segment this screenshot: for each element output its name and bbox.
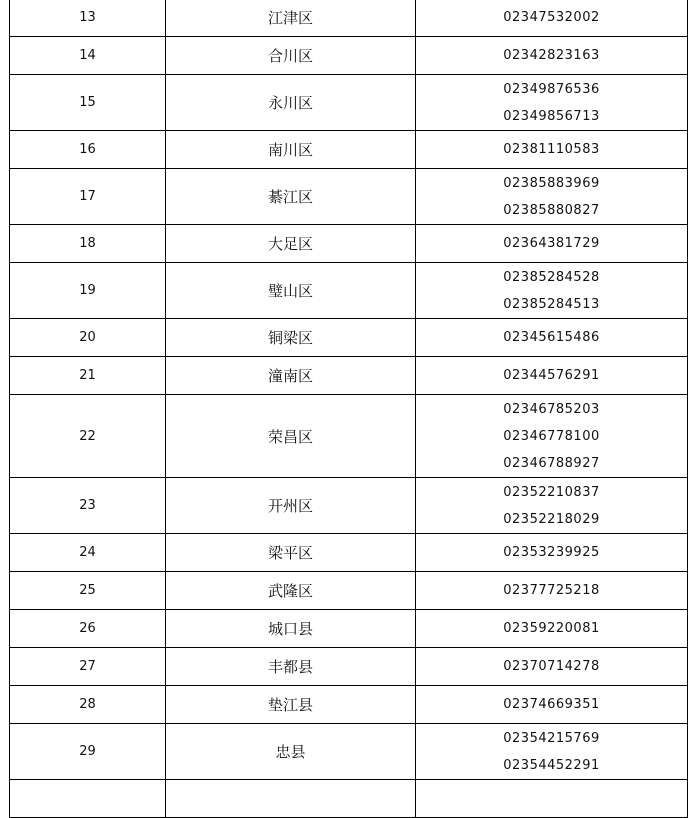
phone-number: 02385880827 [503,202,600,218]
district-name-cell: 荣昌区 [166,395,416,478]
row-number-cell: 14 [10,37,166,75]
phone-number: 02352210837 [503,484,600,500]
phone-number-cell [416,534,688,572]
table-row [10,225,688,263]
row-number-cell: 28 [10,686,166,724]
district-name-cell: 潼南区 [166,357,416,395]
table-row [10,478,688,534]
district-name-cell: 武隆区 [166,572,416,610]
row-number-cell: 13 [10,0,166,37]
table-row [10,319,688,357]
phone-number-cell [416,357,688,395]
phone-number-cell [416,648,688,686]
phone-number [416,785,687,812]
district-name-cell: 合川区 [166,37,416,75]
phone-number: 02354215769 [503,730,600,746]
phone-number: 02347532002 [503,10,600,25]
district-name-cell: 铜梁区 [166,319,416,357]
phone-number-cell [416,572,688,610]
table-row [10,75,688,131]
table-row [10,780,688,818]
row-number-cell: 21 [10,357,166,395]
district-name-cell: 垫江县 [166,686,416,724]
phone-number: 02349876536 [503,81,600,97]
district-name-cell: 璧山区 [166,263,416,319]
phone-number-cell [416,131,688,169]
phone-number-cell [416,686,688,724]
phone-number: 02346778100 [503,428,600,444]
table-row [10,686,688,724]
phone-number: 02370714278 [503,659,600,674]
row-number-cell [10,780,166,818]
phone-number: 02385284528 [503,269,600,285]
row-number-cell: 23 [10,478,166,534]
district-name-cell: 南川区 [166,131,416,169]
row-number-cell: 19 [10,263,166,319]
row-number-cell: 27 [10,648,166,686]
district-name-cell: 綦江区 [166,169,416,225]
row-number-cell: 20 [10,319,166,357]
table-row [10,169,688,225]
district-name-cell: 开州区 [166,478,416,534]
phone-number-cell [416,37,688,75]
table-row [10,534,688,572]
row-number-cell: 24 [10,534,166,572]
table-row [10,572,688,610]
row-number-cell: 26 [10,610,166,648]
table-row [10,263,688,319]
district-name-cell: 城口县 [166,610,416,648]
phone-number: 02359220081 [503,621,600,636]
phone-number: 02352218029 [503,511,600,527]
table-row [10,648,688,686]
row-number-cell: 16 [10,131,166,169]
district-name-cell: 梁平区 [166,534,416,572]
district-name-cell: 江津区 [166,0,416,37]
phone-number-cell [416,263,688,319]
row-number-cell: 22 [10,395,166,478]
contact-table-container [9,0,686,818]
phone-number: 02345615486 [503,330,600,345]
phone-number: 02346785203 [503,401,600,417]
phone-number: 02374669351 [503,697,600,712]
table-row [10,610,688,648]
table-row [10,395,688,478]
phone-number: 02364381729 [503,236,600,251]
phone-number-cell [416,780,688,818]
phone-number: 02353239925 [503,545,600,560]
district-phone-table [9,0,688,818]
row-number-cell: 17 [10,169,166,225]
phone-number: 02346788927 [503,455,600,471]
phone-number-cell [416,724,688,780]
district-name-cell [166,780,416,818]
table-row [10,0,688,37]
row-number-cell: 29 [10,724,166,780]
phone-number: 02385284513 [503,296,600,312]
table-body [10,0,688,818]
row-number-cell: 18 [10,225,166,263]
row-number-cell: 15 [10,75,166,131]
table-row [10,357,688,395]
phone-number: 02344576291 [503,368,600,383]
phone-number-cell [416,319,688,357]
district-name-cell: 丰都县 [166,648,416,686]
phone-number-cell [416,0,688,37]
phone-number: 02349856713 [503,108,600,124]
phone-number: 02342823163 [503,48,600,63]
phone-number: 02381110583 [503,142,600,157]
district-name-cell: 忠县 [166,724,416,780]
phone-number-cell [416,610,688,648]
table-row [10,724,688,780]
phone-number: 02377725218 [503,583,600,598]
table-row [10,131,688,169]
district-name-cell: 永川区 [166,75,416,131]
row-number-cell: 25 [10,572,166,610]
phone-number-cell [416,395,688,478]
table-row [10,37,688,75]
phone-number-cell [416,478,688,534]
phone-number: 02385883969 [503,175,600,191]
district-name-cell: 大足区 [166,225,416,263]
phone-number-cell [416,75,688,131]
phone-number-cell [416,225,688,263]
phone-number-cell [416,169,688,225]
phone-number: 02354452291 [503,757,600,773]
